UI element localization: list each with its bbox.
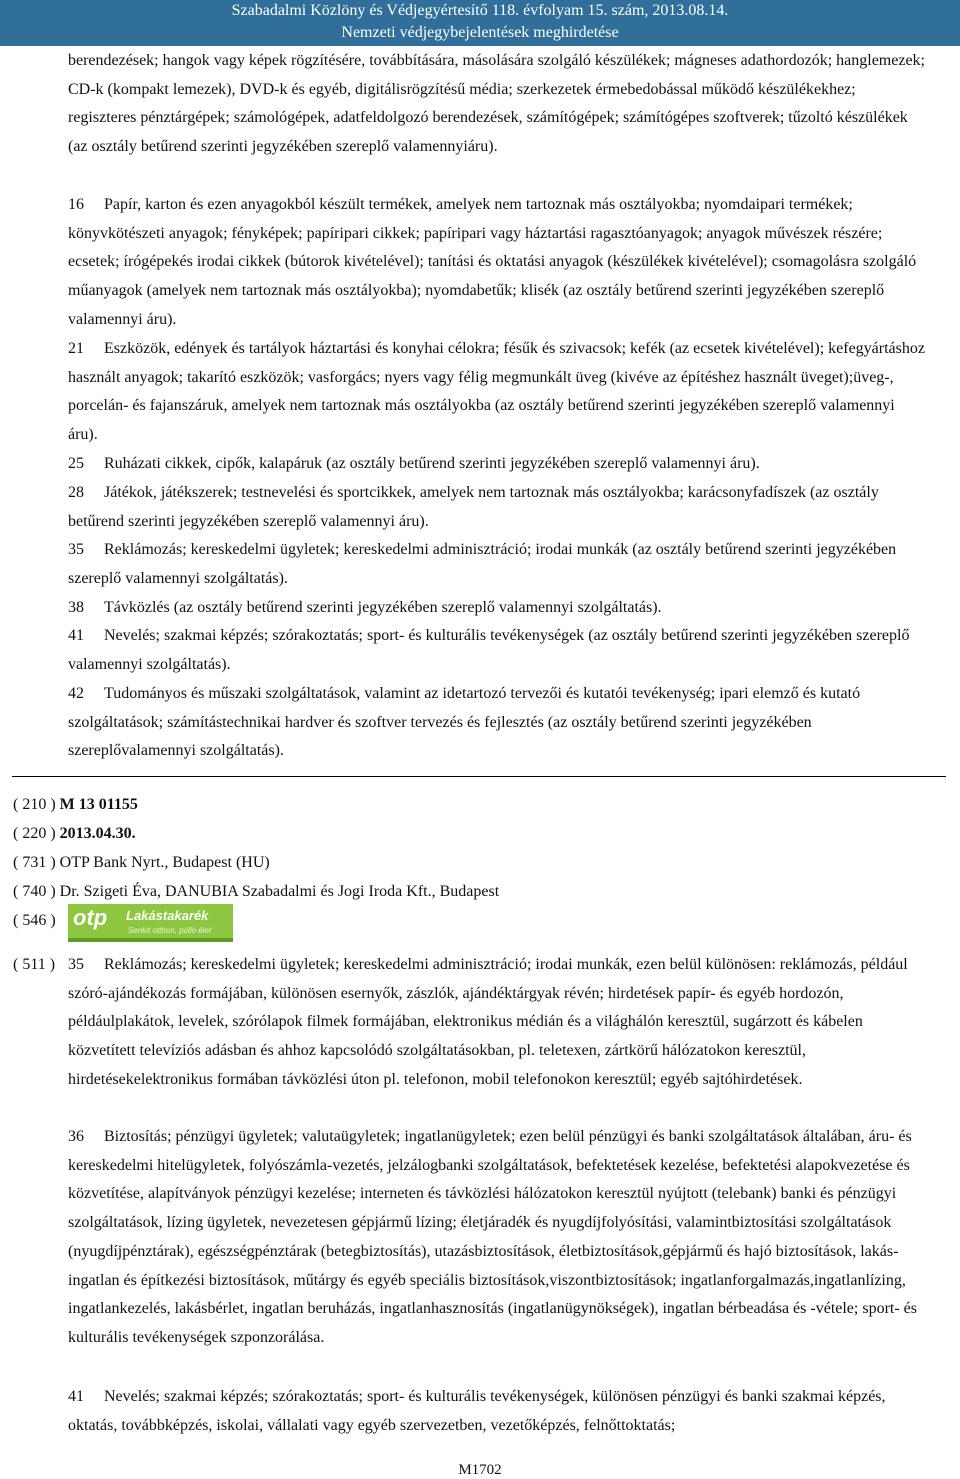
page-number: M1702 xyxy=(458,1462,502,1478)
class-number: 35 xyxy=(68,541,84,558)
class-text: Eszközök, edények és tartályok háztartási és konyhai célokra; fésűk és szivacsok; kefék (az ecsetek kivételével); kefegyártáshoz használt anyagok; takarító eszközök; vasforgács; nyers vagy félig megmunkált üveg (kivéve az építéshez használt üveget);üveg-, porcelán- és fajanszáruk, amelyek nem tartoznak más osztályokba (az osztály betűrend szerinti jegyzékében szereplő valamennyi áru). xyxy=(68,340,925,444)
continuation-paragraph: berendezések; hangok vagy képek rögzítésére, továbbítására, másolására szolgáló készülékek; mágneses adathordozók; hanglemezek; CD-k (kompakt lemezek), DVD-k és egyéb, digitálisrögzítésű média; szerkezetek érmebedobással működő készülékekhez; regiszteres pénztárgépek; számológépek, adatfeldolgozó berendezések, számítógépek; számítógépes szoftverek; tűzoltó készülékek (az osztály betűrend szerinti jegyzékében szereplő valamennyiáru). xyxy=(68,52,925,156)
field-code: ( 546 ) xyxy=(13,912,56,929)
class-number: 41 xyxy=(68,1388,84,1405)
application-number: M 13 01155 xyxy=(59,796,138,813)
class-number: 41 xyxy=(68,627,84,644)
class-text: Reklámozás; kereskedelmi ügyletek; kereskedelmi adminisztráció; irodai munkák (az osztály betűrend szerinti jegyzékében szereplő valamennyi szolgáltatás). xyxy=(68,541,897,587)
class-item-35 xyxy=(68,536,928,593)
field-code: ( 210 ) xyxy=(13,796,56,813)
class-number: 28 xyxy=(68,484,84,501)
class-text: Távközlés (az osztály betűrend szerinti jegyzékében szereplő valamennyi szolgáltatás). xyxy=(104,599,662,616)
class-item-25 xyxy=(68,450,928,479)
class-text: Tudományos és műszaki szolgáltatások, valamint az idetartozó tervezői és kutatói tevékenység; ipari elemző és kutató szolgáltatások; számítástechnikai hardver és szoftver tervezés és fejlesztés (az osztály betűrend szerinti jegyzékében szereplővalamennyi szolgáltatás). xyxy=(68,685,861,760)
section-title: Nemzeti védjegybejelentések meghirdetése xyxy=(341,24,619,41)
class-text: Játékok, játékszerek; testnevelési és sportcikkek, amelyek nem tartoznak más osztályokba; karácsonyfadíszek (az osztály betűrend szerinti jegyzékében szereplő valamennyi áru). xyxy=(68,484,879,530)
filing-date: 2013.04.30. xyxy=(59,825,136,842)
class-text: Nevelés; szakmai képzés; szórakoztatás; sport- és kulturális tevékenységek (az osztály betűrend szerinti jegyzékében szereplő valamennyi szolgáltatás). xyxy=(68,627,910,673)
class-number: 38 xyxy=(68,599,84,616)
class-number: 35 xyxy=(68,956,84,973)
field-740 xyxy=(13,878,499,906)
class-item-38 xyxy=(68,594,928,623)
trademark-logo xyxy=(68,904,233,942)
class-item-28 xyxy=(68,479,928,536)
field-220 xyxy=(13,820,136,848)
class-text: Biztosítás; pénzügyi ügyletek; valutaügyletek; ingatlanügyletek; ezen belül pénzügyi és banki szolgáltatások általában, áru- és kereskedelmi hitelügyletek, folyószámla-vezetés, jelzálogbanki szolgáltatások, befektetések kezelése, befektetési alapokvezetése és közvetítése, alapítványok pénzügyi kezelése; interneten és távközlési hálózatokon keresztül nyújtott (telebank) banki és pénzügyi szolgáltatások, lízing ügyletek, nevezetesen gépjármű lízing; életjáradék és nyugdíjfolyósítási, valamintbiztosítási szolgáltatások (nyugdíjpénztárak), egészségpénztárak (betegbiztosítás), utazásbiztosítások, életbiztosítások,gépjármű és hajó biztosítások, lakás- ingatlan és építkezési biztosítások, műtárgy és egyéb speciális biztosítások,viszontbiztosítások; ingatlanforgalmazás,ingatlanlízing, ingatlankezelés, lakásbérlet, ingatlan beruházás, ingatlanhasznosítás (ingatlanügynökségek), ingatlan bérbeadása és -vétele; sport- és kulturális tevékenységek szponzorálása. xyxy=(68,1128,918,1346)
field-code: ( 220 ) xyxy=(13,825,56,842)
field-code: ( 511 ) xyxy=(13,956,56,973)
class-item-16 xyxy=(68,191,928,335)
representative: Dr. Szigeti Éva, DANUBIA Szabadalmi és Jogi Iroda Kft., Budapest xyxy=(59,883,500,900)
class-text: Nevelés; szakmai képzés; szórakoztatás; sport- és kulturális tevékenységek, különösen pénzügyi és banki szakmai képzés, oktatás, továbbképzés, iskolai, vállalati vagy egyéb szervezetben, vezetőképzés, felnőttoktatás; xyxy=(68,1388,886,1434)
class-item-42 xyxy=(68,680,928,766)
field-511 xyxy=(13,951,55,979)
section-divider xyxy=(12,776,946,777)
class-text: Ruházati cikkek, cipők, kalapáruk (az osztály betűrend szerinti jegyzékében szereplő valamennyi áru). xyxy=(104,455,760,472)
class-item-41-b xyxy=(68,1383,928,1440)
class-item-41 xyxy=(68,622,928,679)
journal-title: Szabadalmi Közlöny és Védjegyértesítő 118. évfolyam 15. szám, 2013.08.14. xyxy=(231,2,729,19)
class-number: 42 xyxy=(68,685,84,702)
class-number: 16 xyxy=(68,196,84,213)
logo-otp: otp xyxy=(73,905,108,930)
field-210 xyxy=(13,791,138,819)
journal-header xyxy=(0,0,960,46)
field-code: ( 740 ) xyxy=(13,883,56,900)
field-code: ( 731 ) xyxy=(13,854,56,871)
logo-stripe xyxy=(68,938,233,942)
class-text: Papír, karton és ezen anyagokból készült termékek, amelyek nem tartoznak más osztályokba; nyomdaipari termékek; könyvkötészeti anyagok; fényképek; papíripari cikkek; papíripari vagy háztartási ragasztóanyagok; anyagok művészek részére; ecsetek; írógépekés irodai cikkek (bútorok kivételével); tanítási és oktatási anyagok (készülékek kivételével); csomagolásra szolgáló műanyagok (amelyek nem tartoznak más osztályokba); nyomdabetűk; klisék (az osztály betűrend szerinti jegyzékében szereplő valamennyi áru). xyxy=(68,196,917,328)
field-546 xyxy=(13,907,56,935)
applicant: OTP Bank Nyrt., Budapest (HU) xyxy=(59,854,270,871)
class-text: Reklámozás; kereskedelmi ügyletek; kereskedelmi adminisztráció; irodai munkák, ezen belül különösen: reklámozás, például szóró-ajándékozás formájában, különösen esernyők, zászlók, ajándéktárgyak révén; hirdetések papír- és egyéb hordozón, példáulplakátok, levelek, szórólapok filmek formájában, elektronikus médián és a világhálón keresztül, sugárzott és kábelen közvetített televíziós adásban és ahhoz kapcsolódó szolgáltatásokban, pl. teletexen, zártkörű hálózatokon keresztül, hirdetésekelektronikus formában távközlési úton pl. telefonon, mobil telefonokon keresztül; egyéb sajtóhirdetések. xyxy=(68,956,908,1088)
logo-tagline: Senkit otthon, pólló élet xyxy=(128,926,212,935)
class-item-35-b xyxy=(68,951,928,1095)
class-number: 21 xyxy=(68,340,84,357)
class-item-21 xyxy=(68,335,928,450)
logo-brand: Lakástakarék xyxy=(126,908,209,923)
class-item-36-b xyxy=(68,1123,928,1353)
field-731 xyxy=(13,849,270,877)
class-number: 36 xyxy=(68,1128,84,1145)
class-number: 25 xyxy=(68,455,84,472)
